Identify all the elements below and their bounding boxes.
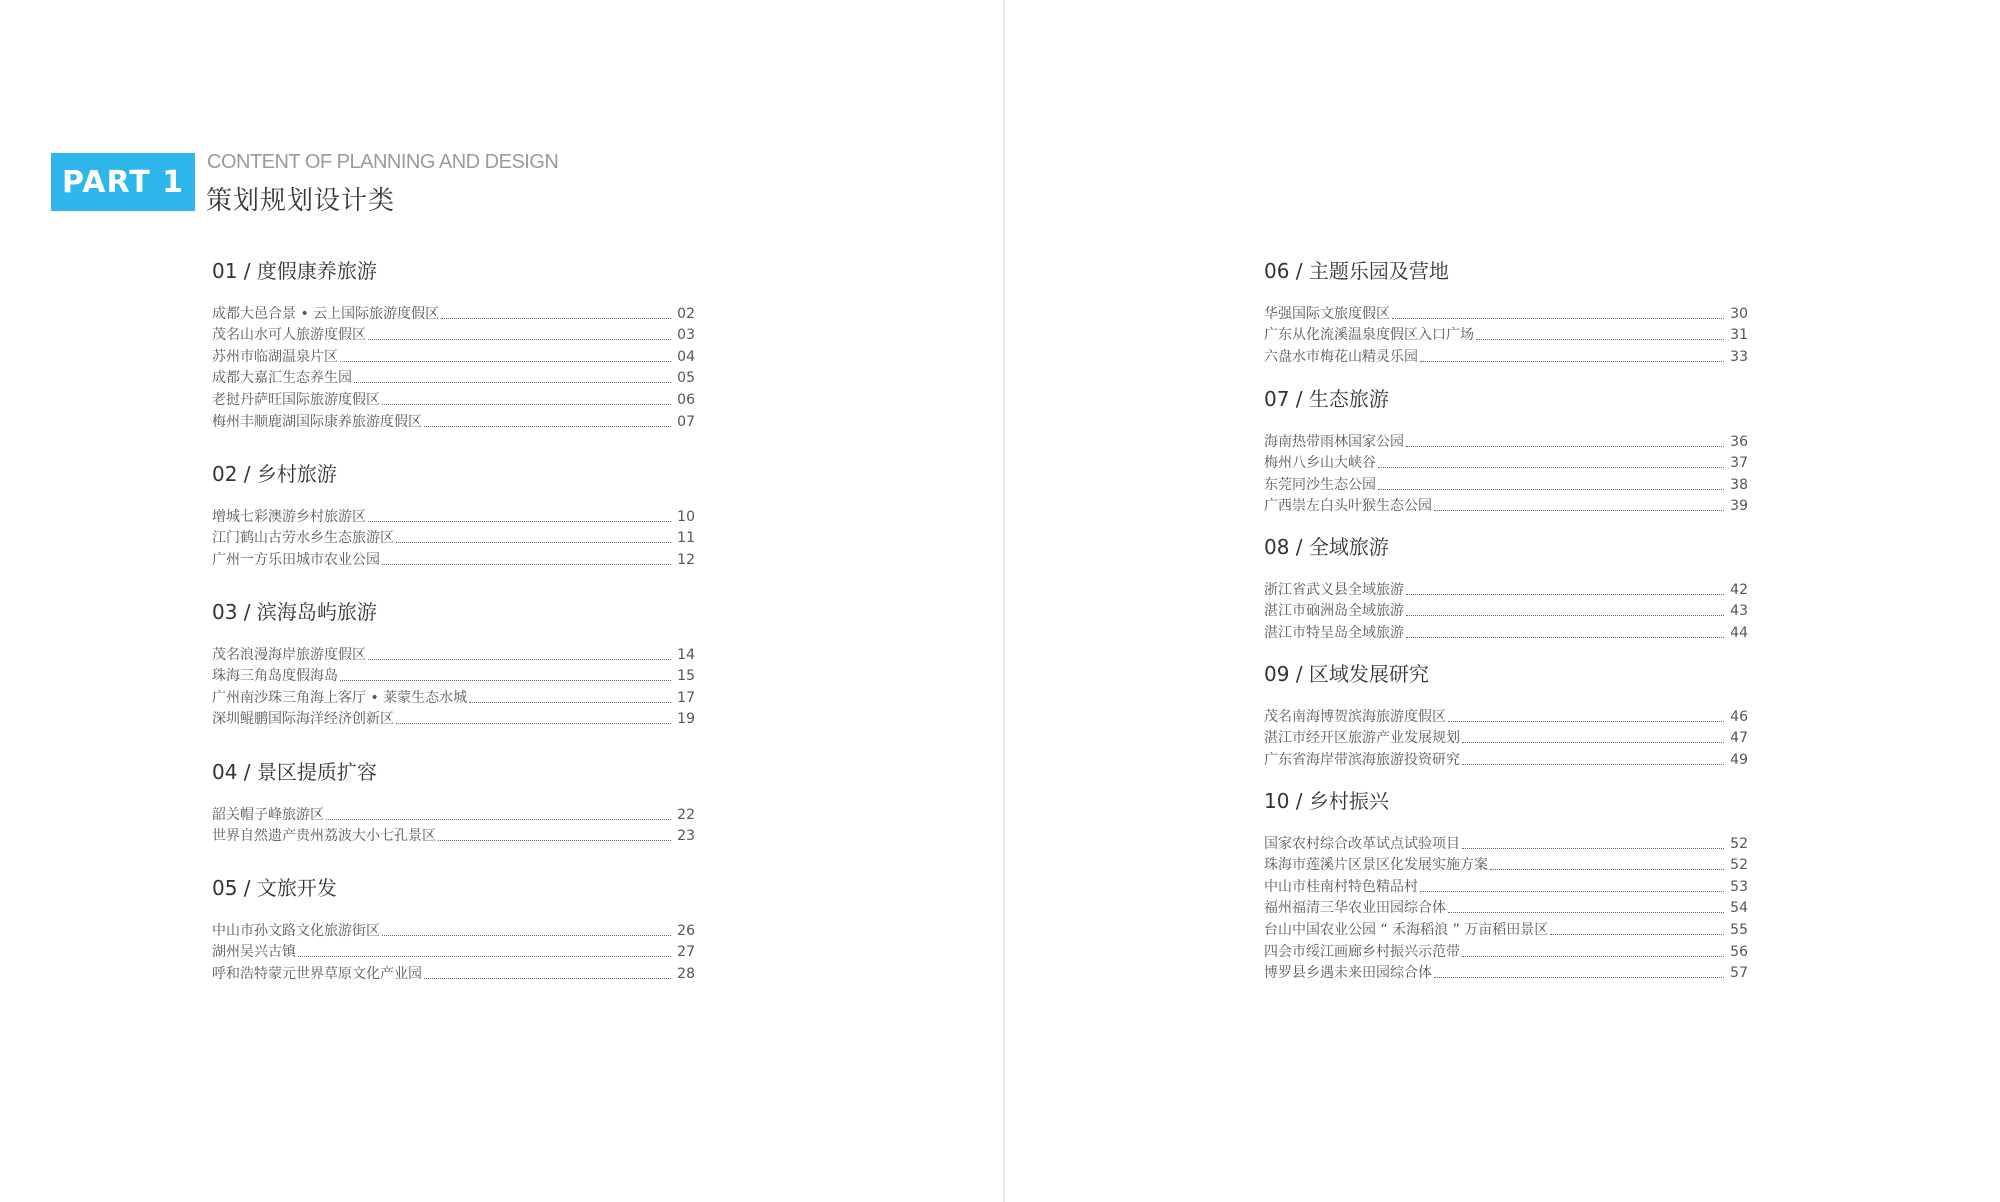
entry-leader: [441, 318, 671, 319]
toc-entry[interactable]: [212, 917, 695, 939]
toc-entry[interactable]: [212, 365, 695, 387]
entry-title: 六盘水市梅花山精灵乐园: [1264, 348, 1418, 365]
toc-entry[interactable]: [212, 684, 695, 706]
entry-leader: [1434, 977, 1724, 978]
entry-page: 46: [1730, 708, 1748, 725]
entry-leader: [1462, 848, 1724, 849]
entry-title: 梅州八乡山大峡谷: [1264, 455, 1376, 472]
entry-page: 15: [677, 668, 695, 685]
toc-section-08: [1264, 534, 1748, 641]
entry-leader: [1392, 318, 1724, 319]
toc-entry[interactable]: [212, 546, 695, 568]
toc-entry[interactable]: [212, 343, 695, 365]
entry-leader: [1420, 891, 1724, 892]
toc-section-03: [212, 599, 695, 727]
toc-section-02: [212, 461, 695, 568]
entry-leader: [1420, 361, 1724, 362]
toc-entry[interactable]: [212, 300, 695, 322]
entry-leader: [382, 935, 671, 936]
toc-section-01: [212, 258, 695, 430]
toc-entry[interactable]: [212, 960, 695, 982]
entry-page: 23: [677, 828, 695, 845]
entry-page: 22: [677, 806, 695, 823]
entry-leader: [1462, 764, 1724, 765]
toc-section-04: [212, 759, 695, 844]
entry-page: 39: [1730, 498, 1748, 515]
entry-page: 43: [1730, 603, 1748, 620]
toc-entry[interactable]: [212, 706, 695, 728]
entry-leader: [469, 702, 671, 703]
entry-title: 华强国际文旅度假区: [1264, 305, 1390, 322]
entry-page: 52: [1730, 857, 1748, 874]
entry-leader: [1406, 594, 1724, 595]
entry-leader: [1406, 615, 1724, 616]
section-title: 05 / 文旅开发: [212, 876, 337, 900]
entry-leader: [396, 723, 671, 724]
entry-page: 11: [677, 530, 695, 547]
entry-title: 海南热带雨林国家公园: [1264, 433, 1404, 450]
entry-page: 30: [1730, 305, 1748, 322]
entry-title: 老挝丹萨旺国际旅游度假区: [212, 391, 380, 408]
entry-leader: [368, 521, 671, 522]
entry-title: 浙江省武义县全域旅游: [1264, 581, 1404, 598]
toc-entry[interactable]: [1264, 576, 1748, 598]
entry-page: 52: [1730, 835, 1748, 852]
entry-title: 茂名浪漫海岸旅游度假区: [212, 646, 366, 663]
entry-leader: [326, 819, 671, 820]
section-title: 07 / 生态旅游: [1264, 387, 1389, 411]
entry-title: 湖州吴兴古镇: [212, 944, 296, 961]
toc-entry[interactable]: [1264, 703, 1748, 725]
toc-section-05: [212, 875, 695, 982]
entry-title: 福州福清三华农业田园综合体: [1264, 900, 1446, 917]
section-title: 06 / 主题乐园及营地: [1264, 259, 1449, 283]
entry-title: 中山市孙文路文化旅游街区: [212, 922, 380, 939]
entry-title: 世界自然遗产贵州荔波大小七孔景区: [212, 828, 436, 845]
entry-title: 博罗县乡遇未来田园综合体: [1264, 965, 1432, 982]
entry-leader: [424, 426, 671, 427]
entry-title: 湛江市特呈岛全域旅游: [1264, 624, 1404, 641]
entry-page: 54: [1730, 900, 1748, 917]
entry-page: 44: [1730, 624, 1748, 641]
entry-title: 珠海三角岛度假海岛: [212, 668, 338, 685]
entry-page: 04: [677, 348, 695, 365]
entry-page: 36: [1730, 433, 1748, 450]
toc-entry[interactable]: [1264, 895, 1748, 917]
entry-leader: [1462, 956, 1724, 957]
toc-section-10: [1264, 788, 1748, 981]
entry-leader: [354, 382, 671, 383]
part-badge: [51, 153, 195, 211]
entry-title: 呼和浩特蒙元世界草原文化产业园: [212, 965, 422, 982]
entry-title: 广东从化流溪温泉度假区入口广场: [1264, 327, 1474, 344]
toc-entry[interactable]: [1264, 343, 1748, 365]
entry-title: 湛江市硇洲岛全域旅游: [1264, 603, 1404, 620]
toc-entry[interactable]: [1264, 960, 1748, 982]
section-title: 08 / 全域旅游: [1264, 535, 1389, 559]
entry-leader: [438, 840, 671, 841]
section-title: 04 / 景区提质扩容: [212, 760, 377, 784]
toc-column-left: [212, 0, 695, 1202]
entry-leader: [1434, 510, 1724, 511]
section-title: 09 / 区域发展研究: [1264, 662, 1429, 686]
toc-entry[interactable]: [212, 641, 695, 663]
entry-leader: [298, 956, 671, 957]
entry-leader: [1406, 637, 1724, 638]
entry-title: 苏州市临湖温泉片区: [212, 348, 338, 365]
entry-page: 19: [677, 711, 695, 728]
entry-title: 江门鹤山古劳水乡生态旅游区: [212, 530, 394, 547]
entry-leader: [340, 680, 671, 681]
toc-entry[interactable]: [1264, 300, 1748, 322]
entry-title: 广西崇左白头叶猴生态公园: [1264, 498, 1432, 515]
entry-title: 中山市桂南村特色精品村: [1264, 878, 1418, 895]
entry-page: 33: [1730, 348, 1748, 365]
toc-section-09: [1264, 661, 1748, 768]
entry-page: 47: [1730, 730, 1748, 747]
entry-leader: [1448, 721, 1724, 722]
part-badge-label: PART 1: [62, 164, 184, 200]
entry-title: 梅州丰顺鹿湖国际康养旅游度假区: [212, 413, 422, 430]
entry-page: 55: [1730, 921, 1748, 938]
toc-entry[interactable]: [1264, 938, 1748, 960]
entry-title: 珠海市莲溪片区景区化发展实施方案: [1264, 857, 1488, 874]
toc-entry[interactable]: [212, 801, 695, 823]
entry-leader: [1462, 742, 1724, 743]
toc-section-06: [1264, 258, 1748, 365]
toc-entry[interactable]: [1264, 873, 1748, 895]
entry-leader: [382, 564, 671, 565]
entry-title: 东莞同沙生态公园: [1264, 476, 1376, 493]
entry-page: 05: [677, 370, 695, 387]
entry-title: 成都大邑合景 • 云上国际旅游度假区: [212, 305, 440, 322]
entry-leader: [1406, 446, 1724, 447]
toc-entry[interactable]: [212, 503, 695, 525]
toc-entry[interactable]: [1264, 830, 1748, 852]
toc-entry[interactable]: [1264, 598, 1748, 620]
entry-page: 02: [677, 305, 695, 322]
entry-page: 27: [677, 944, 695, 961]
entry-title: 台山中国农业公园 “ 禾海稻浪 ” 万亩稻田景区: [1264, 921, 1549, 938]
entry-leader: [1378, 489, 1724, 490]
toc-entry[interactable]: [1264, 322, 1748, 344]
entry-title: 广东省海岸带滨海旅游投资研究: [1264, 751, 1460, 768]
entry-leader: [1490, 869, 1724, 870]
entry-page: 14: [677, 646, 695, 663]
entry-page: 06: [677, 391, 695, 408]
entry-leader: [382, 404, 671, 405]
toc-entry[interactable]: [1264, 428, 1748, 450]
entry-page: 56: [1730, 943, 1748, 960]
entry-title: 茂名山水可人旅游度假区: [212, 327, 366, 344]
entry-page: 57: [1730, 965, 1748, 982]
entry-title: 国家农村综合改革试点试验项目: [1264, 835, 1460, 852]
entry-title: 深圳鲲鹏国际海洋经济创新区: [212, 711, 394, 728]
entry-leader: [340, 361, 671, 362]
entry-title: 四会市绥江画廊乡村振兴示范带: [1264, 943, 1460, 960]
entry-page: 38: [1730, 476, 1748, 493]
toc-entry[interactable]: [1264, 725, 1748, 747]
entry-title: 成都大嘉汇生态养生园: [212, 370, 352, 387]
entry-page: 37: [1730, 455, 1748, 472]
toc-entry[interactable]: [212, 525, 695, 547]
toc-entry[interactable]: [212, 663, 695, 685]
entry-leader: [1448, 912, 1724, 913]
toc-entry[interactable]: [212, 322, 695, 344]
toc-entry[interactable]: [1264, 916, 1748, 938]
entry-leader: [368, 659, 671, 660]
entry-page: 42: [1730, 581, 1748, 598]
entry-page: 31: [1730, 327, 1748, 344]
entry-page: 49: [1730, 751, 1748, 768]
page-divider: [1003, 0, 1005, 1202]
entry-leader: [424, 978, 671, 979]
entry-title: 韶关帽子峰旅游区: [212, 806, 324, 823]
toc-entry[interactable]: [1264, 746, 1748, 768]
entry-page: 03: [677, 327, 695, 344]
entry-leader: [1476, 339, 1724, 340]
entry-page: 53: [1730, 878, 1748, 895]
toc-entry[interactable]: [212, 386, 695, 408]
toc-entry[interactable]: [212, 823, 695, 845]
entry-title: 湛江市经开区旅游产业发展规划: [1264, 730, 1460, 747]
section-title: 01 / 度假康养旅游: [212, 259, 377, 283]
section-title: 10 / 乡村振兴: [1264, 789, 1389, 813]
section-title: 03 / 滨海岛屿旅游: [212, 600, 377, 624]
entry-title: 广州南沙珠三角海上客厅 • 莱蒙生态水城: [212, 689, 468, 706]
toc-entry[interactable]: [1264, 471, 1748, 493]
entry-page: 17: [677, 689, 695, 706]
toc-entry[interactable]: [1264, 450, 1748, 472]
entry-title: 增城七彩澳游乡村旅游区: [212, 508, 366, 525]
part-title: 策划规划设计类: [206, 186, 396, 216]
entry-leader: [368, 339, 671, 340]
toc-section-07: [1264, 386, 1748, 514]
entry-title: 广州一方乐田城市农业公园: [212, 551, 380, 568]
entry-leader: [396, 542, 671, 543]
toc-entry[interactable]: [212, 939, 695, 961]
entry-leader: [1378, 467, 1724, 468]
entry-page: 26: [677, 922, 695, 939]
toc-entry[interactable]: [1264, 852, 1748, 874]
toc-entry[interactable]: [1264, 493, 1748, 515]
part-subtitle-en: CONTENT OF PLANNING AND DESIGN: [207, 151, 559, 173]
entry-page: 28: [677, 965, 695, 982]
entry-title: 茂名南海博贺滨海旅游度假区: [1264, 708, 1446, 725]
toc-column-right: [1264, 0, 1748, 1202]
toc-entry[interactable]: [212, 408, 695, 430]
entry-page: 12: [677, 551, 695, 568]
entry-leader: [1550, 934, 1724, 935]
toc-entry[interactable]: [1264, 619, 1748, 641]
entry-page: 10: [677, 508, 695, 525]
entry-page: 07: [677, 413, 695, 430]
section-title: 02 / 乡村旅游: [212, 462, 337, 486]
